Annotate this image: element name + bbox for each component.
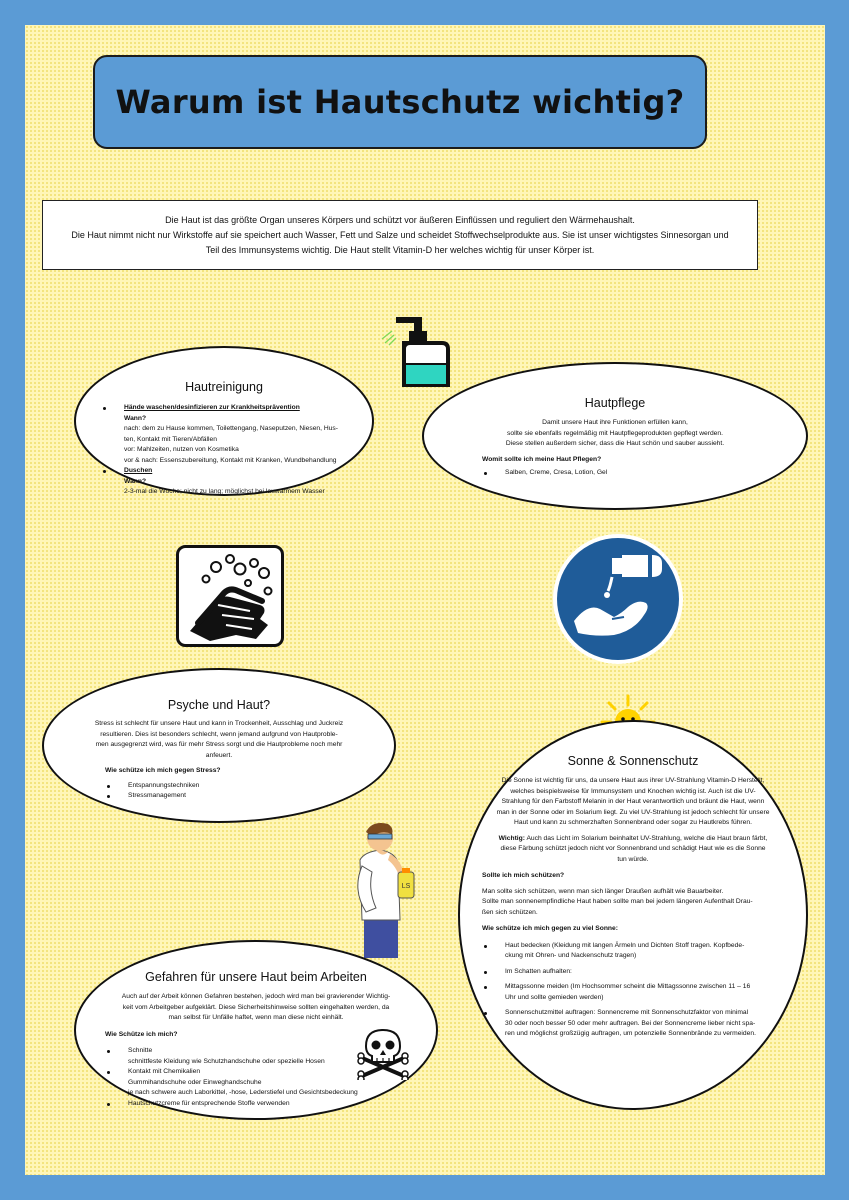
sonne-title: Sonne & Sonnenschutz	[567, 754, 699, 768]
list-item: Salben, Creme, Cresa, Lotion, Gel	[482, 468, 806, 479]
list-item: Mittagssonne meiden (Im Hochsommer scheint die Mittagssonne zwischen 11 – 16 Uhr und sollte gemieden werden)	[482, 982, 806, 1003]
hand-washing-icon	[176, 545, 284, 647]
page-title: Warum ist Hautschutz wichtig?	[115, 83, 685, 121]
list-item: Schnitte schnittfeste Kleidung wie Schutzhandschuhe oder spezielle Hosen	[105, 1046, 436, 1067]
intro-box	[42, 200, 758, 270]
hand-cream-sign-icon	[552, 533, 684, 665]
list-item: Im Schatten aufhalten:	[482, 967, 806, 978]
intro-line: Die Haut ist das größte Organ unseres Körpers und schützt vor äußeren Einflüssen und reguliert den Wärmehaushalt.	[165, 214, 635, 225]
sunscreen-person-icon	[350, 820, 420, 960]
list-item: Hände waschen/desinfizieren zur Krankheitsprävention Wann? nach: dem zu Hause kommen, Toilettengang, Naseputzen, Niesen, Hus- ten, Kontakt mit Tieren/Abfällen vor: Mahlzeiten, nutzen von Kosmetika vor & nach: Essenszubereitung, Kontakt mit Kranken, Wundbehandlung	[101, 403, 372, 466]
intro-line: Die Haut nimmt nicht nur Wirkstoffe auf sie speichert auch Wasser, Fett und Salze und scheidet Stoffwechselprodukte aus. Sie ist unser wichtigstes Sinnesorgan und	[71, 229, 729, 240]
gefahren-title: Gefahren für unsere Haut beim Arbeiten	[145, 970, 367, 984]
sonne-section: Sonne & Sonnenschutz Die Sonne ist wichtig für uns, da unsere Haut aus ihrer UV-Strahlung Vitamin-D Herstellt, welches beispielsweise für Immunsystem und Knochen wichtig ist. Auch ist die UV- Strahlung für den Farbstoff Melanin in der Haut verantwortlich und bräunt die Haut, wenn man in der Sonne oder im Solarium liegt. Zu viel UV-Strahlung ist jedoch schlecht für unsere Haut und kann zu schmerzhaften Sonnenbrand oder sogar zu Hautkrebs führen. Wichtig: Auch das Licht im Solarium beinhaltet UV-Strahlung, welche die Haut braun färbt, diese Färbung schützt jedoch nicht vor Sonnenbrand und schädigt Haut wie es die Sonne tun würde. Sollte ich mich schützen? Man sollte sich schützen, wenn man sich länger Draußen aufhält wie Bauarbeiter. Sollte man sonnenempfindliche Haut haben sollte man bei jedem längeren Aufenthalt Drau- ßen sich schützen. Wie schütze ich mich gegen zu viel Sonne: Haut bedecken (Kleidung mit langen Ärmeln und Dichten Stoff tragen. Kopfbede- ckung mit Ohren- und Nackenschutz tragen) Im Schatten aufhalten: Mittagssonne meiden (Im Hochsommer scheint die Mittagssonne zwischen 11 – 16 Uhr und sollte gemieden werden) Sonnenschutzmittel auftragen: Sonnencreme mit Sonnenschutzfaktor von minimal 30 oder noch besser 50 oder mehr auftragen. Bei der Sonnencreme lieber nicht spa- ren und möglichst großzügig auftragen, um potenzielle Sonnenbrände zu vermeiden.	[458, 720, 808, 1110]
list-item: Haut bedecken (Kleidung mit langen Ärmeln und Dichten Stoff tragen. Kopfbede- ckung mit Ohren- und Nackenschutz tragen)	[482, 941, 806, 962]
list-item: Kontakt mit Chemikalien Gummihandschuhe oder Einweghandschuhe je nach schwere auch Laborkittel, -hose, Lederstiefel und Gesichtsbedeckung	[105, 1067, 436, 1099]
sunscreen-label: LS	[401, 883, 411, 890]
list-item: Sonnenschutzmittel auftragen: Sonnencreme mit Sonnenschutzfaktor von minimal 30 oder noch besser 50 oder mehr auftragen. Bei der Sonnencreme lieber nicht spa- ren und möglichst großzügig auftragen, um potenzielle Sonnenbrände zu vermeiden.	[482, 1008, 806, 1040]
psyche-title: Psyche und Haut?	[167, 698, 271, 712]
list-item: Hautschutzcreme für entsprechende Stoffe verwenden	[105, 1099, 436, 1110]
intro-line: Teil des Immunsystems wichtig. Die Haut stellt Vitamin-D her welches wichtig für unser Körper ist.	[205, 244, 595, 255]
hautreinigung-title: Hautreinigung	[185, 380, 263, 394]
hautpflege-section: Hautpflege Damit unsere Haut ihre Funktionen erfüllen kann, sollte sie ebenfalls regelmäßig mit Hautpflegeprodukten gepflegt werden. Diese stellen außerdem sicher, dass die Haut schön und sauber aussieht. Womit sollte ich meine Haut Pflegen? Salben, Creme, Cresa, Lotion, Gel	[422, 362, 808, 510]
psyche-section: Psyche und Haut? Stress ist schlecht für unsere Haut und kann in Trockenheit, Ausschlag und Juckreiz resultieren. Dies ist besonders schlecht, wenn jemand aufgrund von Hautproble- men ausgegrenzt wird, was für mehr Stress sorgt und die Hautprobleme noch mehr anfeuert. Wie schütze ich mich gegen Stress? Entspannungstechniken Stressmanagement	[42, 668, 396, 823]
skull-crossbones-icon	[356, 1028, 410, 1080]
list-item: Stressmanagement	[105, 791, 394, 802]
hautpflege-title: Hautpflege	[584, 396, 646, 410]
hautreinigung-section	[74, 346, 374, 496]
soap-dispenser-icon	[380, 313, 455, 391]
gefahren-section: Gefahren für unsere Haut beim Arbeiten Auch auf der Arbeit können Gefahren bestehen, jedoch wird man bei gravierender Wichtig- keit vom Arbeitgeber aufgeklärt. Diese Sicherheitshinweise sollten eingehalten werden, da man selbst für Unfälle haftet, wenn man diese nicht einhält. Wie Schütze ich mich? Schnitte schnittfeste Kleidung wie Schutzhandschuhe oder spezielle Hosen Kontakt mit Chemikalien Gummihandschuhe oder Einweghandschuhe je nach schwere auch Laborkittel, -hose, Lederstiefel und Gesichtsbedeckung Hautschutzcreme für entsprechende Stoffe verwenden	[74, 940, 438, 1120]
list-item: Duschen Wann? 2-3-mal die Woche; nicht zu lang; möglichst bei lauwarmem Wasser	[101, 466, 372, 498]
title-box	[93, 55, 707, 149]
list-item: Entspannungstechniken	[105, 781, 394, 792]
